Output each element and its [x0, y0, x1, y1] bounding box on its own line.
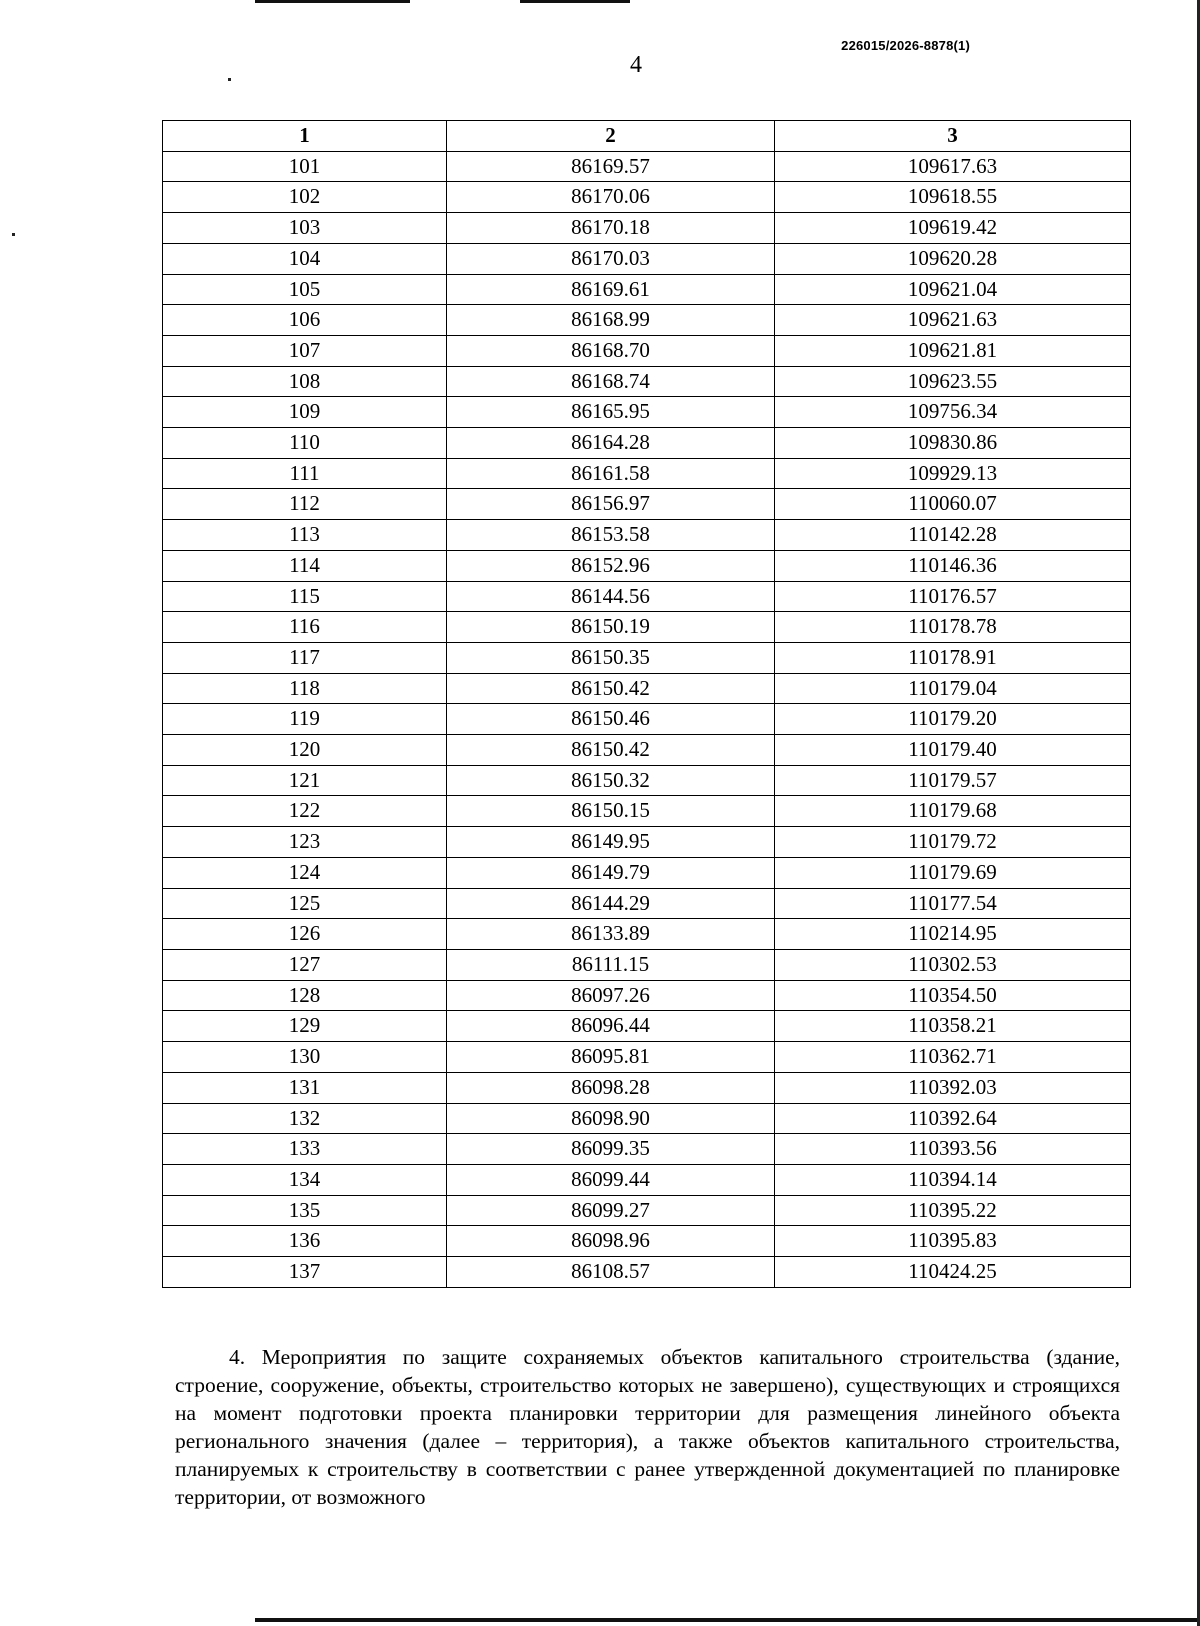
point-number-cell: 108 [163, 366, 447, 397]
y-coordinate-cell: 110393.56 [775, 1134, 1131, 1165]
table-row [163, 919, 1131, 950]
table-row [163, 458, 1131, 489]
scan-artifact-line [255, 0, 410, 3]
y-coordinate-cell: 110179.72 [775, 827, 1131, 858]
table-row [163, 704, 1131, 735]
point-number-cell: 111 [163, 458, 447, 489]
y-coordinate-cell: 109623.55 [775, 366, 1131, 397]
table-row [163, 182, 1131, 213]
point-number-cell: 122 [163, 796, 447, 827]
x-coordinate-cell: 86099.27 [447, 1195, 775, 1226]
y-coordinate-cell: 110146.36 [775, 550, 1131, 581]
table-row [163, 274, 1131, 305]
y-coordinate-cell: 110179.20 [775, 704, 1131, 735]
point-number-cell: 116 [163, 612, 447, 643]
x-coordinate-cell: 86164.28 [447, 428, 775, 459]
y-coordinate-cell: 109830.86 [775, 428, 1131, 459]
x-coordinate-cell: 86133.89 [447, 919, 775, 950]
table-row [163, 151, 1131, 182]
x-coordinate-cell: 86150.42 [447, 735, 775, 766]
point-number-cell: 118 [163, 673, 447, 704]
x-coordinate-cell: 86170.03 [447, 243, 775, 274]
point-number-cell: 134 [163, 1164, 447, 1195]
x-coordinate-cell: 86144.29 [447, 888, 775, 919]
point-number-cell: 119 [163, 704, 447, 735]
table-row [163, 949, 1131, 980]
table-row [163, 489, 1131, 520]
table-row [163, 366, 1131, 397]
y-coordinate-cell: 109618.55 [775, 182, 1131, 213]
table-row [163, 1134, 1131, 1165]
point-number-cell: 137 [163, 1257, 447, 1288]
point-number-cell: 135 [163, 1195, 447, 1226]
y-coordinate-cell: 109621.81 [775, 335, 1131, 366]
table-row [163, 213, 1131, 244]
y-coordinate-cell: 110142.28 [775, 520, 1131, 551]
point-number-cell: 130 [163, 1042, 447, 1073]
point-number-cell: 106 [163, 305, 447, 336]
x-coordinate-cell: 86169.61 [447, 274, 775, 305]
x-coordinate-cell: 86099.35 [447, 1134, 775, 1165]
point-number-cell: 112 [163, 489, 447, 520]
point-number-cell: 104 [163, 243, 447, 274]
point-number-cell: 129 [163, 1011, 447, 1042]
x-coordinate-cell: 86170.06 [447, 182, 775, 213]
table-body [163, 151, 1131, 1287]
y-coordinate-cell: 110392.03 [775, 1072, 1131, 1103]
point-number-cell: 114 [163, 550, 447, 581]
y-coordinate-cell: 110179.04 [775, 673, 1131, 704]
scan-artifact-dot [228, 78, 231, 81]
x-coordinate-cell: 86161.58 [447, 458, 775, 489]
x-coordinate-cell: 86168.74 [447, 366, 775, 397]
y-coordinate-cell: 110060.07 [775, 489, 1131, 520]
y-coordinate-cell: 110354.50 [775, 980, 1131, 1011]
y-coordinate-cell: 110302.53 [775, 949, 1131, 980]
x-coordinate-cell: 86149.95 [447, 827, 775, 858]
point-number-cell: 133 [163, 1134, 447, 1165]
point-number-cell: 126 [163, 919, 447, 950]
point-number-cell: 123 [163, 827, 447, 858]
x-coordinate-cell: 86097.26 [447, 980, 775, 1011]
table-row [163, 1011, 1131, 1042]
table-row [163, 1072, 1131, 1103]
x-coordinate-cell: 86150.42 [447, 673, 775, 704]
x-coordinate-cell: 86099.44 [447, 1164, 775, 1195]
point-number-cell: 117 [163, 642, 447, 673]
table-row [163, 520, 1131, 551]
x-coordinate-cell: 86156.97 [447, 489, 775, 520]
x-coordinate-cell: 86150.32 [447, 765, 775, 796]
table-row [163, 673, 1131, 704]
y-coordinate-cell: 110214.95 [775, 919, 1131, 950]
column-header: 1 [163, 121, 447, 152]
x-coordinate-cell: 86169.57 [447, 151, 775, 182]
x-coordinate-cell: 86165.95 [447, 397, 775, 428]
x-coordinate-cell: 86144.56 [447, 581, 775, 612]
point-number-cell: 110 [163, 428, 447, 459]
x-coordinate-cell: 86168.70 [447, 335, 775, 366]
x-coordinate-cell: 86098.90 [447, 1103, 775, 1134]
table-row [163, 857, 1131, 888]
y-coordinate-cell: 110179.57 [775, 765, 1131, 796]
x-coordinate-cell: 86098.96 [447, 1226, 775, 1257]
point-number-cell: 132 [163, 1103, 447, 1134]
scan-artifact-line [255, 1618, 1200, 1622]
point-number-cell: 105 [163, 274, 447, 305]
y-coordinate-cell: 110395.22 [775, 1195, 1131, 1226]
x-coordinate-cell: 86153.58 [447, 520, 775, 551]
table-row [163, 765, 1131, 796]
x-coordinate-cell: 86150.15 [447, 796, 775, 827]
point-number-cell: 120 [163, 735, 447, 766]
point-number-cell: 101 [163, 151, 447, 182]
y-coordinate-cell: 110179.69 [775, 857, 1131, 888]
table-row [163, 612, 1131, 643]
x-coordinate-cell: 86150.46 [447, 704, 775, 735]
table-row [163, 243, 1131, 274]
table-row [163, 1257, 1131, 1288]
table-row [163, 1226, 1131, 1257]
y-coordinate-cell: 110179.40 [775, 735, 1131, 766]
table-row [163, 1103, 1131, 1134]
x-coordinate-cell: 86098.28 [447, 1072, 775, 1103]
table-row [163, 397, 1131, 428]
y-coordinate-cell: 110362.71 [775, 1042, 1131, 1073]
column-header: 2 [447, 121, 775, 152]
table-row [163, 428, 1131, 459]
table-row [163, 335, 1131, 366]
x-coordinate-cell: 86149.79 [447, 857, 775, 888]
y-coordinate-cell: 110392.64 [775, 1103, 1131, 1134]
point-number-cell: 127 [163, 949, 447, 980]
column-header: 3 [775, 121, 1131, 152]
table-row [163, 1195, 1131, 1226]
point-number-cell: 107 [163, 335, 447, 366]
table-row [163, 888, 1131, 919]
table-row [163, 735, 1131, 766]
y-coordinate-cell: 110394.14 [775, 1164, 1131, 1195]
table-row [163, 1042, 1131, 1073]
x-coordinate-cell: 86150.35 [447, 642, 775, 673]
document-number: 226015/2026-8878(1) [841, 38, 970, 53]
x-coordinate-cell: 86170.18 [447, 213, 775, 244]
point-number-cell: 103 [163, 213, 447, 244]
y-coordinate-cell: 110179.68 [775, 796, 1131, 827]
point-number-cell: 128 [163, 980, 447, 1011]
scan-artifact-dot [12, 233, 15, 236]
table-row [163, 1164, 1131, 1195]
point-number-cell: 125 [163, 888, 447, 919]
y-coordinate-cell: 109617.63 [775, 151, 1131, 182]
table-row [163, 550, 1131, 581]
y-coordinate-cell: 109620.28 [775, 243, 1131, 274]
y-coordinate-cell: 109929.13 [775, 458, 1131, 489]
y-coordinate-cell: 109619.42 [775, 213, 1131, 244]
x-coordinate-cell: 86095.81 [447, 1042, 775, 1073]
y-coordinate-cell: 110178.78 [775, 612, 1131, 643]
x-coordinate-cell: 86168.99 [447, 305, 775, 336]
section-paragraph: 4. Мероприятия по защите сохраняемых объектов капитального строительства (здание, строение, сооружение, объекты, строительство которых не завершено), существующих и строящихся на момент подготовки проекта планировки территории для размещения линейного объекта регионального значения (далее – территория), а также объектов капитального строительства, планируемых к строительству в соответствии с ранее утвержденной документацией по планировке территории, от возможного [175, 1345, 1120, 1509]
coordinates-table [162, 120, 1131, 1288]
x-coordinate-cell: 86152.96 [447, 550, 775, 581]
point-number-cell: 136 [163, 1226, 447, 1257]
x-coordinate-cell: 86096.44 [447, 1011, 775, 1042]
point-number-cell: 115 [163, 581, 447, 612]
table-row [163, 827, 1131, 858]
point-number-cell: 124 [163, 857, 447, 888]
table-row [163, 980, 1131, 1011]
point-number-cell: 113 [163, 520, 447, 551]
point-number-cell: 102 [163, 182, 447, 213]
table-row [163, 796, 1131, 827]
point-number-cell: 109 [163, 397, 447, 428]
table-header-row [163, 121, 1131, 152]
y-coordinate-cell: 110395.83 [775, 1226, 1131, 1257]
y-coordinate-cell: 110178.91 [775, 642, 1131, 673]
table-row [163, 642, 1131, 673]
y-coordinate-cell: 110424.25 [775, 1257, 1131, 1288]
y-coordinate-cell: 109621.63 [775, 305, 1131, 336]
point-number-cell: 121 [163, 765, 447, 796]
table-row [163, 581, 1131, 612]
table-row [163, 305, 1131, 336]
y-coordinate-cell: 109756.34 [775, 397, 1131, 428]
point-number-cell: 131 [163, 1072, 447, 1103]
y-coordinate-cell: 110358.21 [775, 1011, 1131, 1042]
x-coordinate-cell: 86108.57 [447, 1257, 775, 1288]
page-number: 4 [630, 52, 642, 78]
y-coordinate-cell: 110176.57 [775, 581, 1131, 612]
scan-artifact-line [520, 0, 630, 3]
y-coordinate-cell: 110177.54 [775, 888, 1131, 919]
x-coordinate-cell: 86111.15 [447, 949, 775, 980]
x-coordinate-cell: 86150.19 [447, 612, 775, 643]
y-coordinate-cell: 109621.04 [775, 274, 1131, 305]
